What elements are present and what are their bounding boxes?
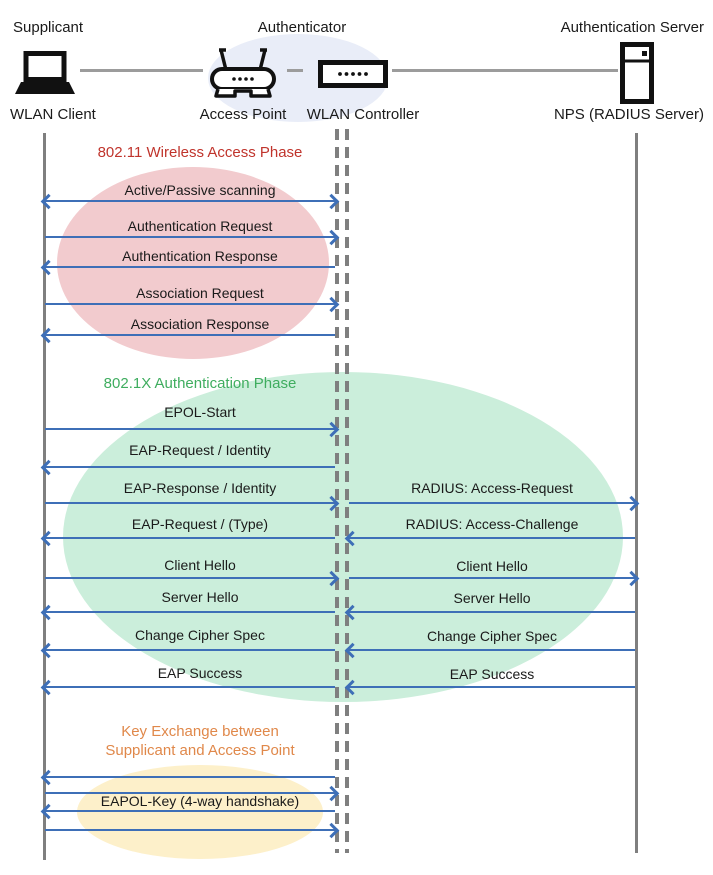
supplicant-role-label: Supplicant <box>13 19 84 36</box>
message-arrow <box>45 537 335 539</box>
message-label: EAP-Request / (Type) <box>131 516 269 532</box>
message-label: Active/Passive scanning <box>124 182 276 198</box>
connector-controller-server <box>392 69 618 72</box>
message-label: Authentication Response <box>122 248 278 264</box>
supplicant-lifeline <box>43 133 46 860</box>
server-tower-icon <box>620 42 654 109</box>
phase3-title-line2: Supplicant and Access Point <box>105 742 295 759</box>
message-label: Change Cipher Spec <box>135 627 265 643</box>
message-label: Server Hello <box>161 589 239 605</box>
message-label: Server Hello <box>453 590 531 606</box>
message-arrow <box>45 303 335 305</box>
message-arrow <box>45 686 335 688</box>
message-arrow <box>45 334 335 336</box>
message-label: EPOL-Start <box>164 404 236 420</box>
message-label: EAP Success <box>157 665 243 681</box>
message-label: Client Hello <box>456 558 528 574</box>
handshake-arrow-1 <box>45 776 335 778</box>
message-label: Client Hello <box>164 557 236 573</box>
message-label: Association Response <box>130 316 270 332</box>
message-label: RADIUS: Access-Request <box>411 480 573 496</box>
message-arrow <box>45 611 335 613</box>
message-label: Change Cipher Spec <box>427 628 557 644</box>
message-arrow <box>349 537 635 539</box>
message-label: EAP Success <box>449 666 535 682</box>
laptop-icon <box>12 51 78 103</box>
wlan-client-label: WLAN Client <box>10 106 96 123</box>
message-arrow <box>45 502 335 504</box>
connector-ap-controller <box>287 69 303 72</box>
access-point-label: Access Point <box>199 106 287 123</box>
handshake-arrow-3 <box>45 810 335 812</box>
message-label: Association Request <box>136 285 264 301</box>
message-arrow <box>45 466 335 468</box>
connector-client-ap <box>80 69 203 72</box>
server-lifeline <box>635 133 638 853</box>
phase3-title <box>55 722 345 760</box>
message-arrow <box>349 611 635 613</box>
message-label: RADIUS: Access-Challenge <box>405 516 579 532</box>
handshake-arrow-4 <box>45 829 335 831</box>
phase2-title: 802.1X Authentication Phase <box>103 375 297 392</box>
message-arrow <box>45 200 335 202</box>
authentication-server-role-label: Authentication Server <box>560 19 704 36</box>
message-arrow <box>45 266 335 268</box>
message-arrow <box>45 236 335 238</box>
phase3-ellipse <box>77 765 323 859</box>
message-arrow <box>45 577 335 579</box>
wireless-router-icon <box>209 46 277 103</box>
message-label: EAP-Response / Identity <box>123 480 277 496</box>
message-arrow <box>45 649 335 651</box>
message-label: Authentication Request <box>127 218 273 234</box>
message-label: EAPOL-Key (4-way handshake) <box>100 793 300 809</box>
message-arrow <box>45 428 335 430</box>
message-label: EAP-Request / Identity <box>129 442 271 458</box>
message-arrow <box>349 686 635 688</box>
nps-server-label: NPS (RADIUS Server) <box>553 106 704 123</box>
phase1-title: 802.11 Wireless Access Phase <box>97 144 303 161</box>
message-arrow <box>349 577 635 579</box>
authenticator-role-label: Authenticator <box>257 19 347 36</box>
controller-box-icon <box>318 60 388 93</box>
wlan-controller-label: WLAN Controller <box>306 106 420 123</box>
message-arrow <box>349 502 635 504</box>
message-arrow <box>349 649 635 651</box>
phase3-title-line1: Key Exchange between <box>121 723 279 740</box>
